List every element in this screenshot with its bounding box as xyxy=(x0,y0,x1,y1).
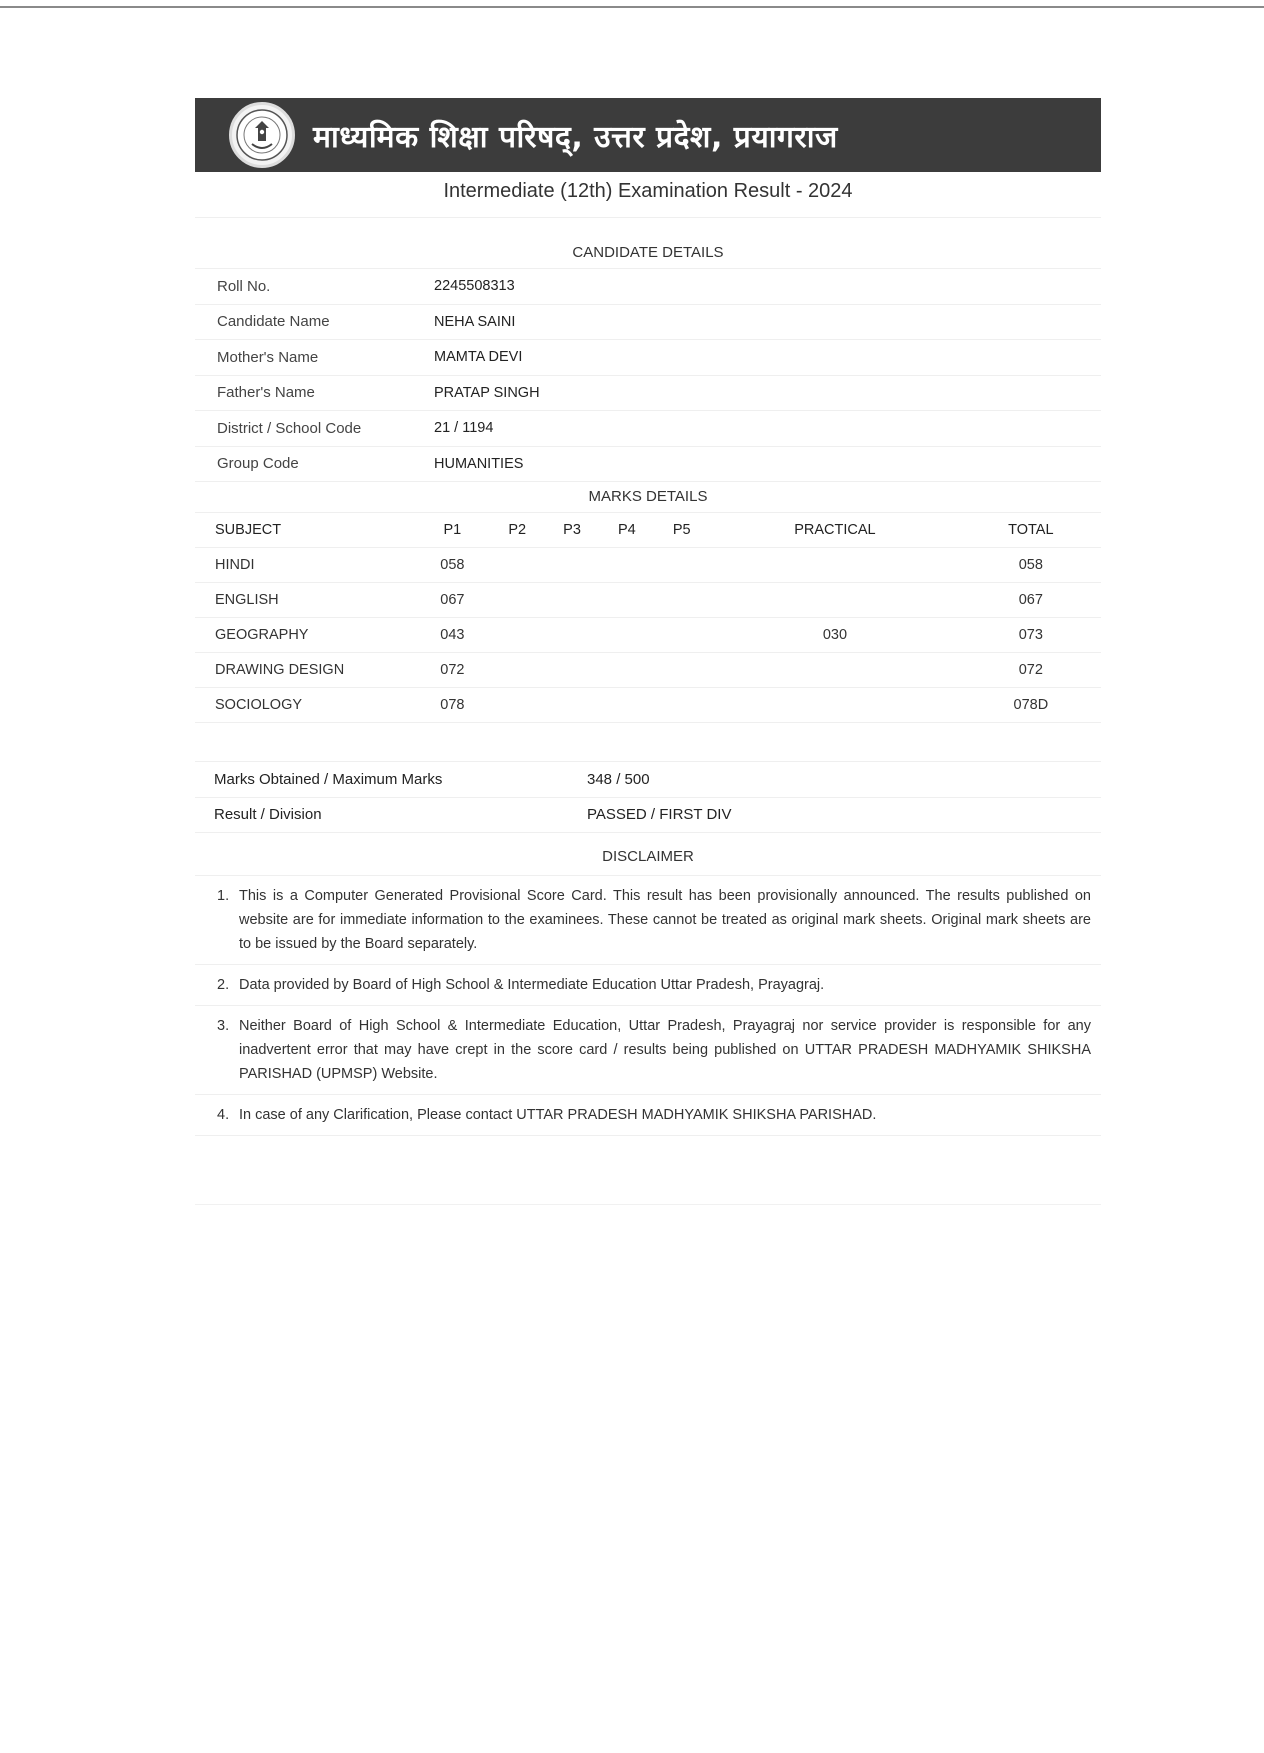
disclaimer-item xyxy=(195,1095,1101,1136)
scan-edge-line xyxy=(0,6,1264,8)
marks-cell xyxy=(654,583,709,618)
marks-cell xyxy=(490,653,545,688)
result-division-row xyxy=(195,798,1101,834)
marks-cell xyxy=(599,653,654,688)
subject-name: ENGLISH xyxy=(195,583,415,618)
marks-row xyxy=(195,653,1101,688)
marks-cell xyxy=(545,583,600,618)
marks-cell: 067 xyxy=(961,583,1101,618)
marks-cell xyxy=(490,618,545,653)
candidate-row xyxy=(195,269,1101,305)
candidate-field-label: Candidate Name xyxy=(217,313,330,331)
marks-row xyxy=(195,618,1101,653)
subject-name: GEOGRAPHY xyxy=(195,618,415,653)
disclaimer-item xyxy=(195,1006,1101,1095)
candidate-field-value: NEHA SAINI xyxy=(434,313,516,330)
marks-cell xyxy=(545,653,600,688)
result-division-label: Result / Division xyxy=(214,806,322,824)
disclaimer-item-number: 4. xyxy=(217,1107,230,1123)
candidate-row xyxy=(195,376,1101,412)
header-banner xyxy=(195,98,1101,172)
disclaimer-item-number: 2. xyxy=(217,977,230,993)
marks-cell xyxy=(490,548,545,583)
marks-cell xyxy=(490,688,545,723)
marks-cell: 078 xyxy=(415,688,490,723)
candidate-row xyxy=(195,411,1101,447)
blank-ruled-line xyxy=(195,1136,1101,1205)
marks-cell xyxy=(654,618,709,653)
candidate-details xyxy=(195,269,1101,482)
candidate-field-value: MAMTA DEVI xyxy=(434,349,523,366)
subject-name: HINDI xyxy=(195,548,415,583)
candidate-row xyxy=(195,447,1101,483)
marks-cell: 058 xyxy=(961,548,1101,583)
marks-column-header: TOTAL xyxy=(961,513,1101,548)
marks-cell xyxy=(545,688,600,723)
disclaimer-item-text: Data provided by Board of High School & Intermediate Education Uttar Pradesh, Prayagraj. xyxy=(239,977,825,993)
section-spacer xyxy=(195,723,1101,762)
candidate-field-label: Father's Name xyxy=(217,384,315,402)
result-title: Intermediate (12th) Examination Result - 2024 xyxy=(195,180,1101,218)
marks-cell: 067 xyxy=(415,583,490,618)
marks-cell: 058 xyxy=(415,548,490,583)
disclaimer-item-number: 1. xyxy=(217,888,230,904)
marks-cell: 072 xyxy=(961,653,1101,688)
disclaimer-item xyxy=(195,876,1101,965)
candidate-field-value: 21 / 1194 xyxy=(434,420,494,437)
disclaimer-item-text: In case of any Clarification, Please contact UTTAR PRADESH MADHYAMIK SHIKSHA PARISHAD. xyxy=(239,1107,877,1123)
marks-cell xyxy=(545,618,600,653)
marks-cell xyxy=(709,688,961,723)
subject-name: SOCIOLOGY xyxy=(195,688,415,723)
marks-column-header: SUBJECT xyxy=(195,513,415,548)
marks-column-header: P1 xyxy=(415,513,490,548)
marks-column-header: P3 xyxy=(545,513,600,548)
disclaimer-item-number: 3. xyxy=(217,1018,230,1034)
board-name-hindi: माध्यमिक शिक्षा परिषद्, उत्तर प्रदेश, प्रयागराज xyxy=(313,119,838,155)
marks-obtained-value: 348 / 500 xyxy=(587,770,650,788)
subject-name: DRAWING DESIGN xyxy=(195,653,415,688)
marks-cell xyxy=(654,653,709,688)
marks-cell xyxy=(599,688,654,723)
disclaimer-item-text: This is a Computer Generated Provisional Score Card. This result has been provisionally announced. The results published on website are for immediate information to the examinees. These cannot be treated as original mark sheets. Original mark sheets are to be issued by the Board separately. xyxy=(239,888,1091,952)
disclaimer-list xyxy=(195,876,1101,1136)
marks-cell xyxy=(709,653,961,688)
disclaimer-item-text: Neither Board of High School & Intermediate Education, Uttar Pradesh, Prayagraj nor service provider is responsible for any inadvertent error that may have crept in the score card / results being published on UTTAR PRADESH MADHYAMIK SHIKSHA PARISHAD (UPMSP) Website. xyxy=(239,1018,1091,1082)
marks-body xyxy=(195,548,1101,723)
marks-cell xyxy=(599,548,654,583)
candidate-field-label: Mother's Name xyxy=(217,348,319,366)
candidate-details-heading: CANDIDATE DETAILS xyxy=(195,238,1101,269)
marks-row xyxy=(195,583,1101,618)
marks-cell xyxy=(654,688,709,723)
candidate-row xyxy=(195,305,1101,341)
candidate-field-label: Roll No. xyxy=(217,277,271,295)
candidate-field-label: Group Code xyxy=(217,455,299,473)
marks-obtained-label: Marks Obtained / Maximum Marks xyxy=(214,770,443,788)
marks-details-heading: MARKS DETAILS xyxy=(195,482,1101,513)
marks-obtained-row xyxy=(195,762,1101,798)
marks-row xyxy=(195,548,1101,583)
marks-table xyxy=(195,513,1101,723)
marks-column-header: P5 xyxy=(654,513,709,548)
marks-cell: 078D xyxy=(961,688,1101,723)
marks-column-header: P2 xyxy=(490,513,545,548)
disclaimer-item xyxy=(195,965,1101,1006)
candidate-field-label: District / School Code xyxy=(217,419,362,437)
marks-cell xyxy=(545,548,600,583)
candidate-field-value: 2245508313 xyxy=(434,278,515,295)
disclaimer-heading: DISCLAIMER xyxy=(195,839,1101,876)
result-division-value: PASSED / FIRST DIV xyxy=(587,806,732,824)
marks-header-row xyxy=(195,513,1101,548)
result-document xyxy=(195,98,1101,1205)
marks-cell xyxy=(709,583,961,618)
marks-cell xyxy=(599,618,654,653)
marks-column-header: PRACTICAL xyxy=(709,513,961,548)
marks-column-header: P4 xyxy=(599,513,654,548)
marks-cell xyxy=(490,583,545,618)
marks-cell: 030 xyxy=(709,618,961,653)
marks-cell: 043 xyxy=(415,618,490,653)
marks-cell xyxy=(654,548,709,583)
marks-cell xyxy=(599,583,654,618)
marks-cell xyxy=(709,548,961,583)
candidate-row xyxy=(195,340,1101,376)
marks-cell: 073 xyxy=(961,618,1101,653)
candidate-field-value: HUMANITIES xyxy=(434,455,524,472)
marks-cell: 072 xyxy=(415,653,490,688)
marks-row xyxy=(195,688,1101,723)
candidate-field-value: PRATAP SINGH xyxy=(434,384,540,401)
upmsp-seal-icon xyxy=(229,102,295,168)
